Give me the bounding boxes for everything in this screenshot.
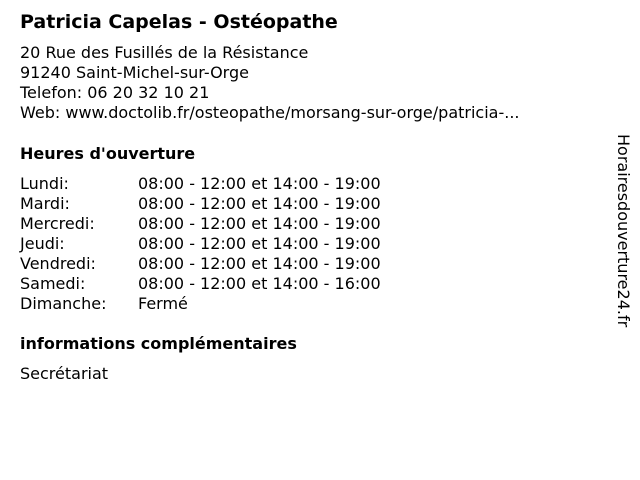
- info-text: Secrétariat: [20, 364, 109, 383]
- hours-day: Lundi:: [20, 174, 69, 193]
- hours-row-dimanche: [20, 294, 381, 314]
- hours-time: 08:00 - 12:00 et 14:00 - 19:00: [138, 174, 381, 193]
- address-line-1: 20 Rue des Fusillés de la Résistance: [20, 43, 309, 62]
- hours-time: 08:00 - 12:00 et 14:00 - 16:00: [138, 274, 381, 293]
- hours-time: 08:00 - 12:00 et 14:00 - 19:00: [138, 234, 381, 253]
- hours-row-samedi: [20, 274, 381, 294]
- hours-row-lundi: [20, 174, 381, 194]
- phone-number[interactable]: Telefon: 06 20 32 10 21: [20, 83, 210, 102]
- hours-time: Fermé: [138, 294, 188, 313]
- hours-row-mardi: [20, 194, 381, 214]
- hours-row-vendredi: [20, 254, 381, 274]
- hours-day: Jeudi:: [20, 234, 65, 253]
- hours-table: [20, 174, 381, 314]
- hours-time: 08:00 - 12:00 et 14:00 - 19:00: [138, 194, 381, 213]
- info-heading: informations complémentaires: [20, 334, 297, 353]
- hours-time: 08:00 - 12:00 et 14:00 - 19:00: [138, 214, 381, 233]
- watermark-label: Horairesdouverture24.fr: [614, 134, 633, 328]
- hours-day: Vendredi:: [20, 254, 96, 273]
- contact-block: [20, 43, 520, 123]
- address-line-2: 91240 Saint-Michel-sur-Orge: [20, 63, 249, 82]
- hours-row-mercredi: [20, 214, 381, 234]
- hours-row-jeudi: [20, 234, 381, 254]
- hours-time: 08:00 - 12:00 et 14:00 - 19:00: [138, 254, 381, 273]
- hours-day: Mercredi:: [20, 214, 95, 233]
- hours-day: Samedi:: [20, 274, 86, 293]
- website-link[interactable]: Web: www.doctolib.fr/osteopathe/morsang-sur-orge/patricia-...: [20, 103, 520, 122]
- hours-heading: Heures d'ouverture: [20, 144, 196, 163]
- hours-day: Mardi:: [20, 194, 70, 213]
- business-name: Patricia Capelas - Ostéopathe: [20, 11, 338, 33]
- hours-day: Dimanche:: [20, 294, 107, 313]
